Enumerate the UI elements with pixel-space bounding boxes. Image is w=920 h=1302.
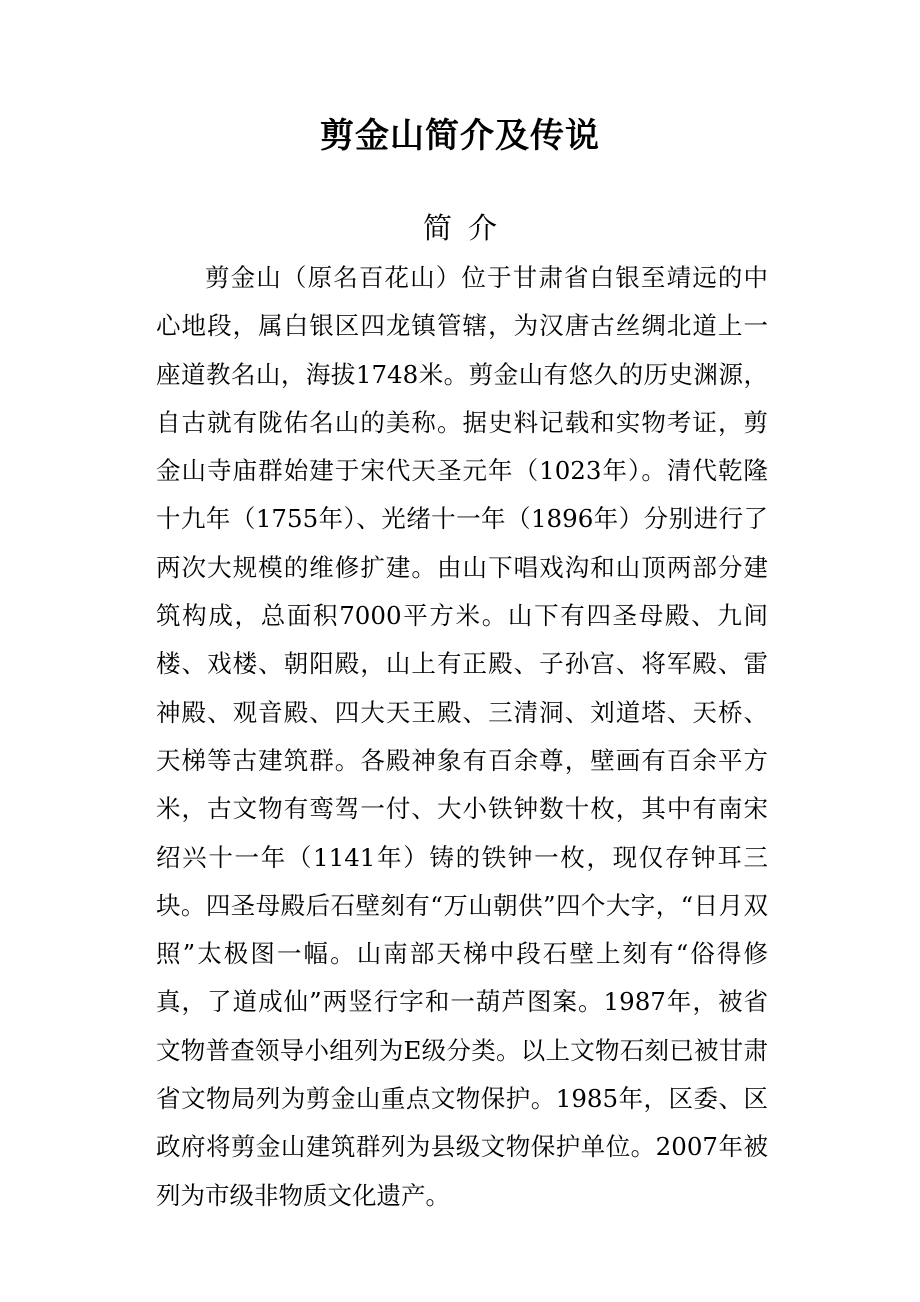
intro-paragraph: 剪金山（原名百花山）位于甘肃省白银至靖远的中心地段，属白银区四龙镇管辖，为汉唐古丝绸北道上一座道教名山，海拔1748米。剪金山有悠久的历史渊源，自古就有陇佑名山的美称。据史料记载和实物考证，剪金山寺庙群始建于宋代天圣元年（1023年）。清代乾隆十九年（1755年）、光绪十一年（1896年）分别进行了两次大规模的维修扩建。由山下唱戏沟和山顶两部分建筑构成，总面积7000平方米。山下有四圣母殿、九间楼、戏楼、朝阳殿，山上有正殿、子孙宫、将军殿、雷神殿、观音殿、四大天王殿、三清洞、刘道塔、天桥、天梯等古建筑群。各殿神象有百余尊，壁画有百余平方米，古文物有鸾驾一付、大小铁钟数十枚，其中有南宋绍兴十一年（1141年）铸的铁钟一枚，现仅存钟耳三块。四圣母殿后石壁刻有“万山朝供”四个大字，“日月双照”太极图一幅。山南部天梯中段石壁上刻有“俗得修真，了道成仙”两竖行字和一葫芦图案。1987年，被省文物普查领导小组列为E级分类。以上文物石刻已被甘肃省文物局列为剪金山重点文物保护。1985年，区委、区政府将剪金山建筑群列为县级文物保护单位。2007年被列为市级非物质文化遗产。 bbox=[156, 263, 768, 1210]
section-heading-intro: 简介 bbox=[422, 211, 513, 245]
document-title: 剪金山简介及传说 bbox=[320, 116, 600, 156]
